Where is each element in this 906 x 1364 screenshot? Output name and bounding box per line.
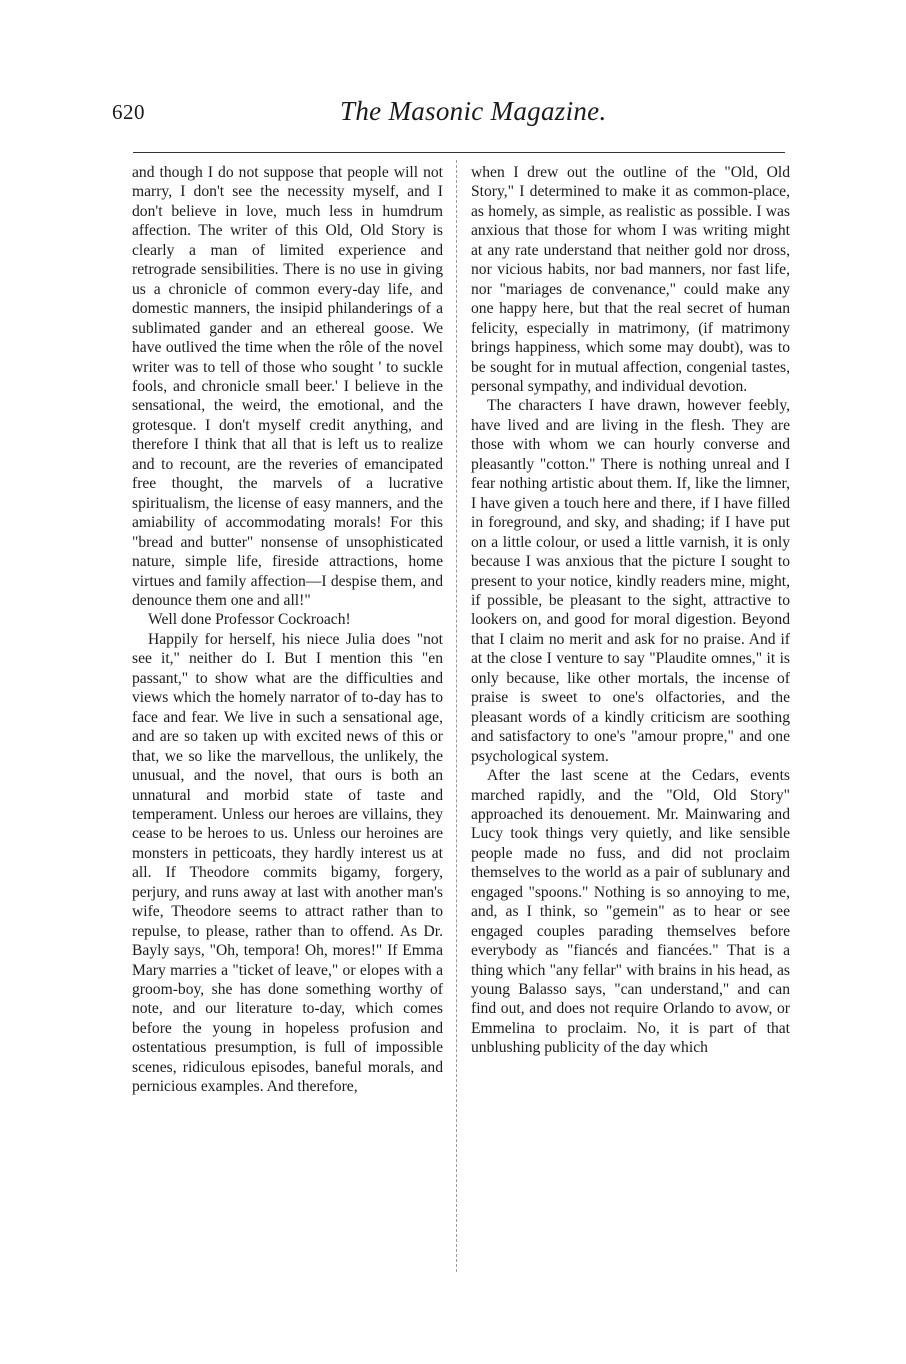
page-header <box>112 96 802 136</box>
column-divider <box>456 160 457 1272</box>
paragraph: when I drew out the outline of the "Old, Old Story," I determined to make it as common-place, as homely, as simple, as realistic as possible. I was anxious that those for whom I was writing might at any rate understand that neither gold nor dross, nor vicious habits, nor bad manners, nor fast life, nor "mariages de convenance," could make any one happy here, but that the real secret of human felicity, especially in matrimony, (if matrimony brings happiness, which some may doubt), was to be sought for in mutual affection, congenial tastes, personal sympathy, and individual devotion. <box>471 164 790 395</box>
header-rule <box>133 152 785 153</box>
paragraph: and though I do not suppose that people will not marry, I don't see the necessity myself, and I don't believe in love, much less in humdrum affection. The writer of this Old, Old Story is clearly a man of limited experience and retrograde sensibilities. There is no use in giving us a chronicle of common every-day life, and domestic manners, the insipid philanderings of a sublimated gander and an ethereal goose. We have outlived the time when the rôle of the novel writer was to tell of those who sought ' to suckle fools, and chronicle small beer.' I believe in the sensational, the weird, the emotional, and the grotesque. I don't myself credit anything, and therefore I think that all that is left us to realize and to recount, are the reveries of emancipated free thought, the marvels of a lucrative spiritualism, the license of easy manners, and the amiability of accommodating morals! For this "bread and butter" nonsense of unsophisticated nature, simple life, fireside attractions, home virtues and family affection—I despise them, and denounce them one and all!" <box>132 164 443 609</box>
left-column <box>132 163 443 1097</box>
right-column <box>471 163 790 1058</box>
paragraph: Happily for herself, his niece Julia does "not see it," neither do I. But I mention this "en passant," to show what are the difficulties and views which the homely narrator of to-day has to face and fear. We live in such a sensational age, and are so taken up with excited news of this or that, we so like the marvellous, the unlikely, the unusual, and the novel, that ours is both an unnatural and morbid state of taste and temperament. Unless our heroes are villains, they cease to be heroes to us. Unless our heroines are monsters in petticoats, they hardly interest us at all. If Theodore commits bigamy, forgery, perjury, and runs away at last with another man's wife, Theodore seems to attract rather than to repulse, to please, rather than to offend. As Dr. Bayly says, "Oh, tempora! Oh, mores!" If Emma Mary marries a "ticket of leave," or elopes with a groom-boy, she has done something worthy of note, and our literature to-day, which comes before the young in hopeless profusion and ostentatious presumption, is full of impossible scenes, ridiculous episodes, baneful morals, and pernicious examples. And therefore, <box>132 630 443 1096</box>
paragraph: Well done Professor Cockroach! <box>148 611 351 629</box>
page-number: 620 <box>112 100 145 124</box>
paragraph: After the last scene at the Cedars, events marched rapidly, and the "Old, Old Story" approached its denouement. Mr. Mainwaring and Lucy took things very quietly, and like sensible people made no fuss, and did not proclaim themselves to the world as a pair of sublunary and engaged "spoons." Nothing is so annoying to me, and, as I think, so "gemein" as to hear or see engaged couples parading themselves before everybody as "fiancés and fiancées." That is a thing which "any fellar" with brains in his head, as young Balasso says, "can understand," and can find out, and does not require Orlando to avow, or Emmelina to proclaim. No, it is part of that unblushing publicity of the day which <box>471 767 790 1057</box>
paragraph: The characters I have drawn, however feebly, have lived and are living in the flesh. They are those with whom we can hourly converse and pleasantly "cotton." There is nothing unreal and I fear nothing artistic about them. If, like the limner, I have given a touch here and there, if I have filled in foreground, and sky, and shading; if I have put on a little colour, or used a little varnish, it is only because I was anxious that the picture I sought to present to your notice, kindly readers mine, might, if possible, be pleasant to the sight, attractive to lookers on, and good for moral digestion. Beyond that I claim no merit and ask for no praise. And if at the close I venture to say "Plaudite omnes," it is only because, like other mortals, the incense of praise is sweet to one's olfactories, and the pleasant words of a kindly criticism are soothing and satisfactory to one's "amour propre," and one psychological system. <box>471 397 790 765</box>
running-title: The Masonic Magazine. <box>340 96 607 126</box>
